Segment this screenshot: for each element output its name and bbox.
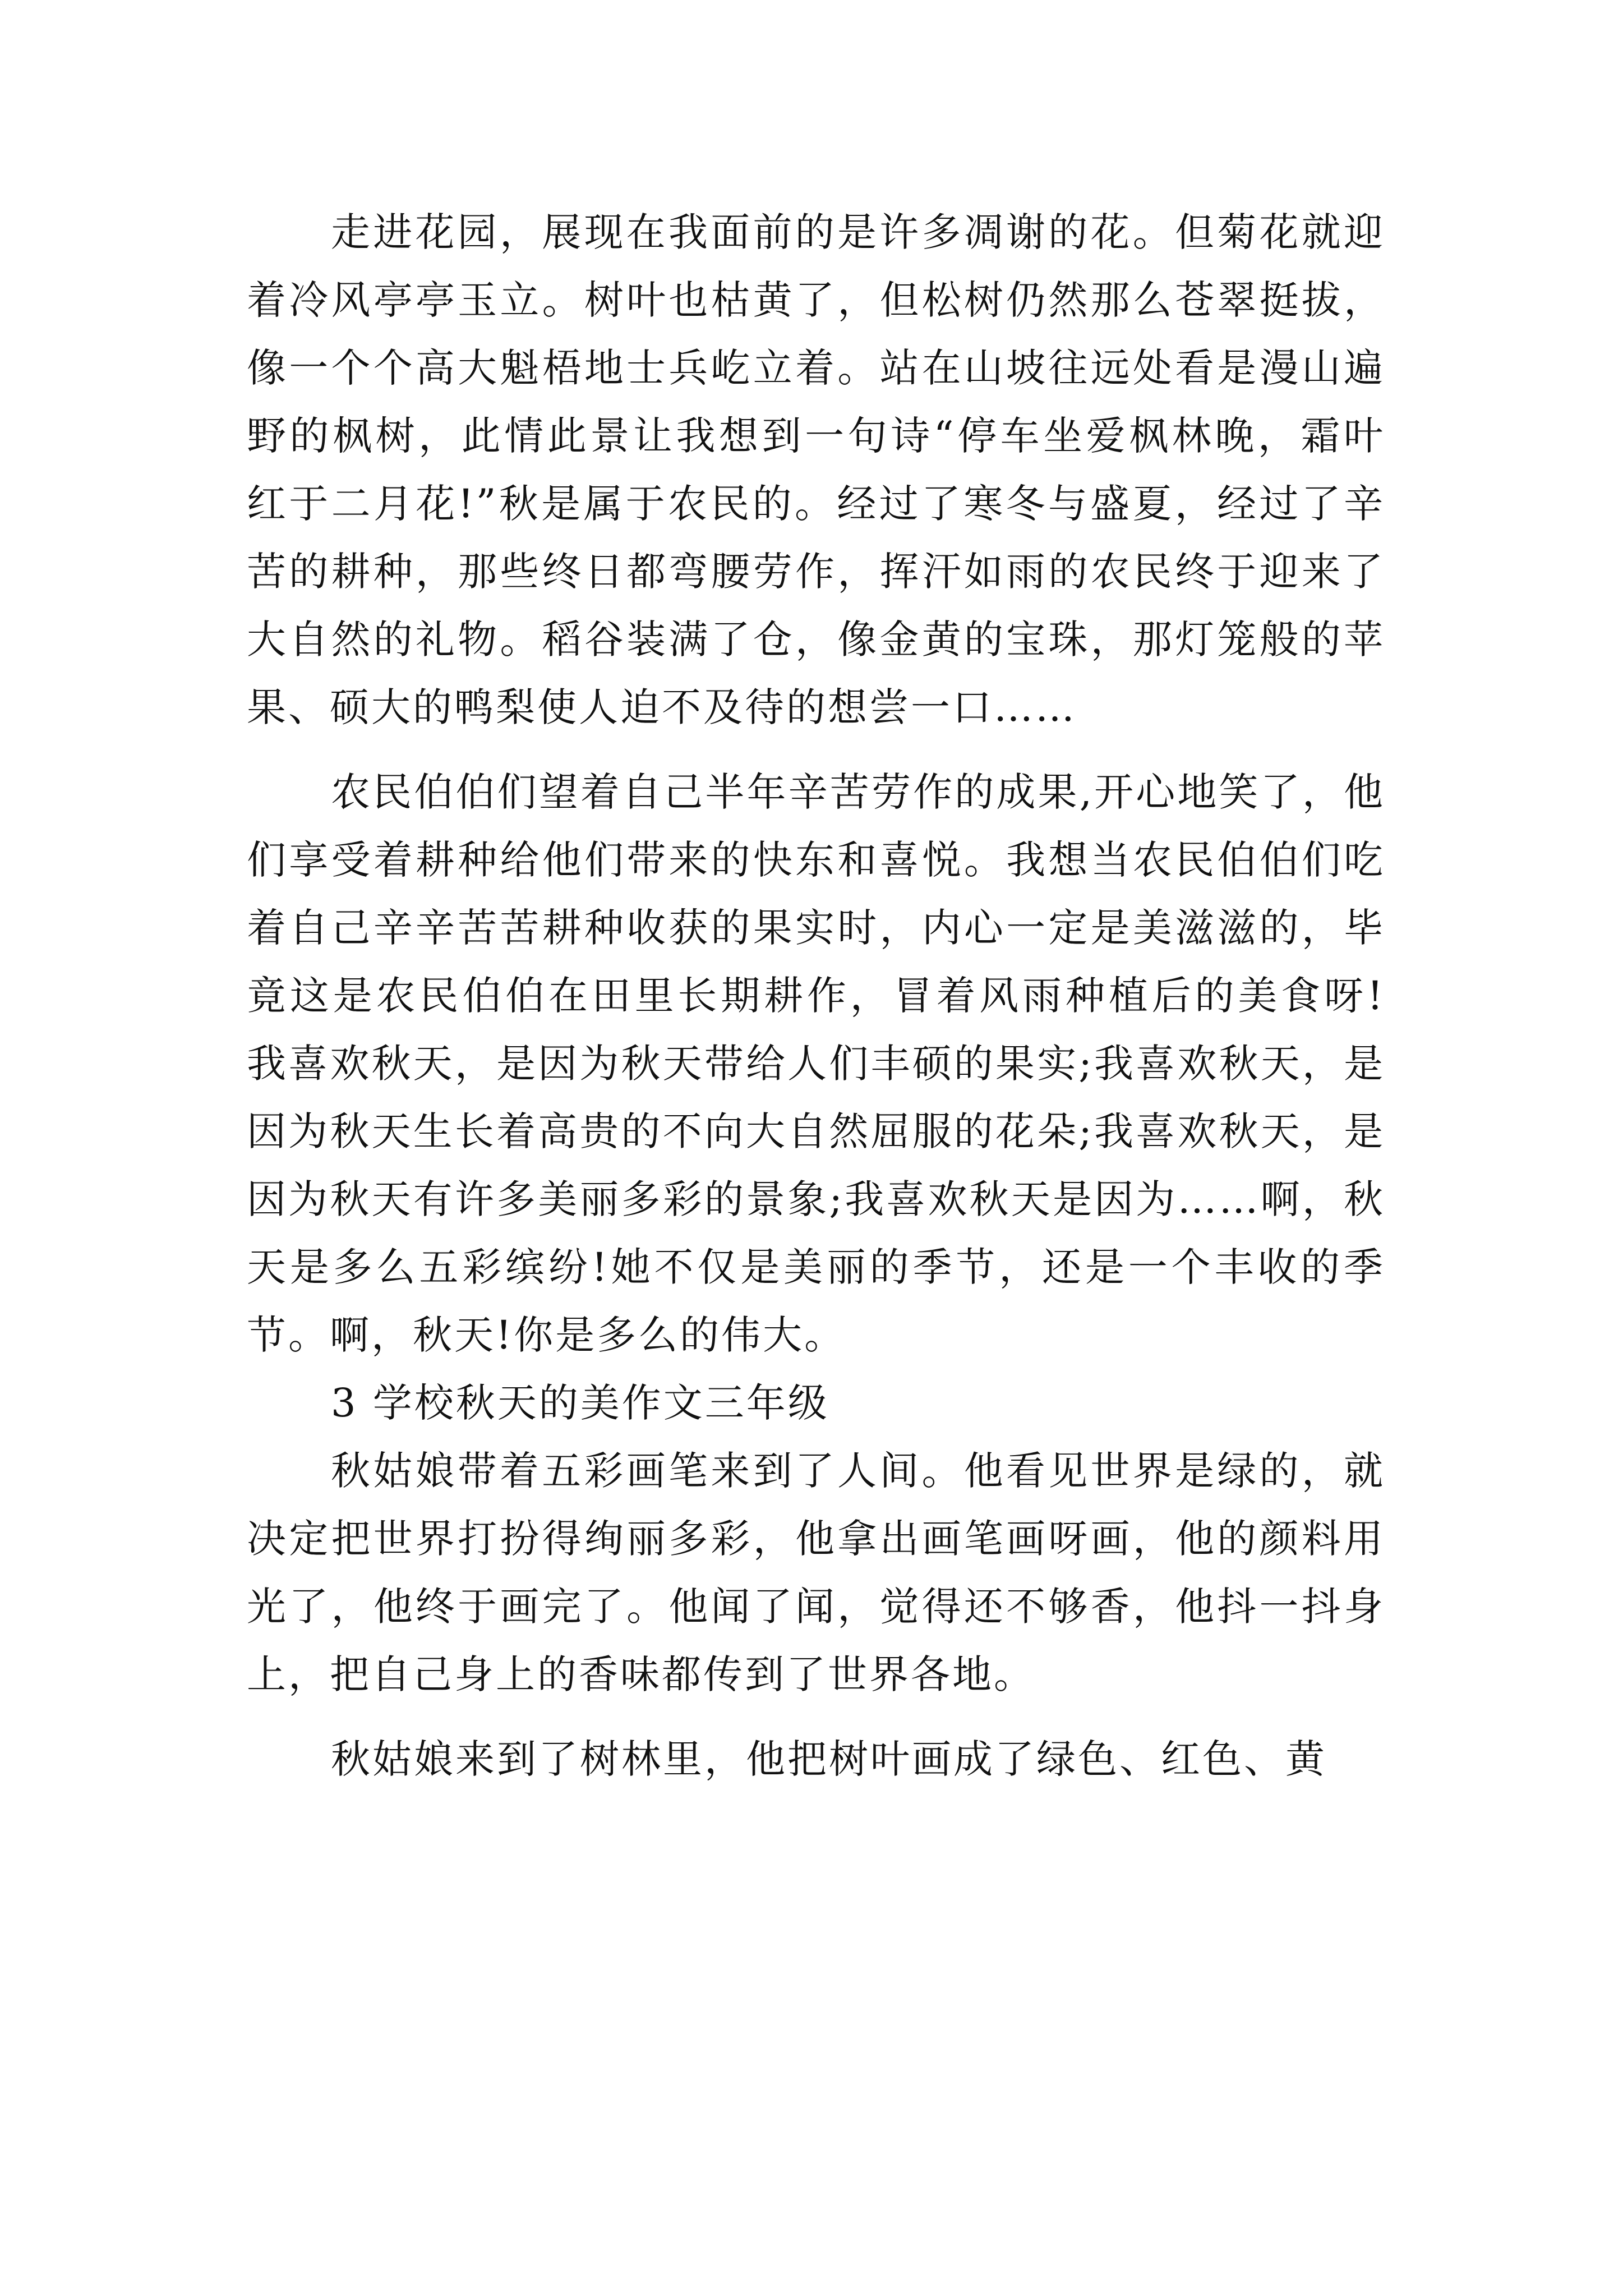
paragraph-3: 秋姑娘带着五彩画笔来到了人间。他看见世界是绿的，就决定把世界打扮得绚丽多彩，他拿出画笔画呀画，他的颜料用光了，他终于画完了。他闻了闻，觉得还不够香，他抖一抖身上，把自己身上的香味都传到了世界各地。: [247, 1448, 1385, 1697]
paragraph-2: 农民伯伯们望着自己半年辛苦劳作的成果,开心地笑了，他们享受着耕种给他们带来的快东和喜悦。我想当农民伯伯们吃着自己辛辛苦苦耕种收获的果实时，内心一定是美滋滋的，毕竟这是农民伯伯在田里长期耕作，冒着风雨种植后的美食呀!我喜欢秋天，是因为秋天带给人们丰硕的果实;我喜欢秋天，是因为秋天生长着高贵的不向大自然屈服的花朵;我喜欢秋天，是因为秋天有许多美丽多彩的景象;我喜欢秋天是因为……啊，秋天是多么五彩缤纷!她不仅是美丽的季节，还是一个丰收的季节。啊，秋天!你是多么的伟大。: [247, 769, 1385, 1358]
section-heading: 3 学校秋天的美作文三年级: [331, 1380, 829, 1426]
paragraph-4: 秋姑娘来到了树林里，他把树叶画成了绿色、红色、黄: [331, 1736, 1327, 1782]
document-body: [247, 199, 1385, 1793]
paragraph-1: 走进花园，展现在我面前的是许多凋谢的花。但菊花就迎着冷风亭亭玉立。树叶也枯黄了，但松树仍然那么苍翠挺拔，像一个个高大魁梧地士兵屹立着。站在山坡往远处看是漫山遍野的枫树，此情此景让我想到一句诗“停车坐爱枫林晚，霜叶红于二月花!”秋是属于农民的。经过了寒冬与盛夏，经过了辛苦的耕种，那些终日都弯腰劳作，挥汗如雨的农民终于迎来了大自然的礼物。稻谷装满了仓，像金黄的宝珠，那灯笼般的苹果、硕大的鸭梨使人迫不及待的想尝一口……: [247, 209, 1385, 730]
